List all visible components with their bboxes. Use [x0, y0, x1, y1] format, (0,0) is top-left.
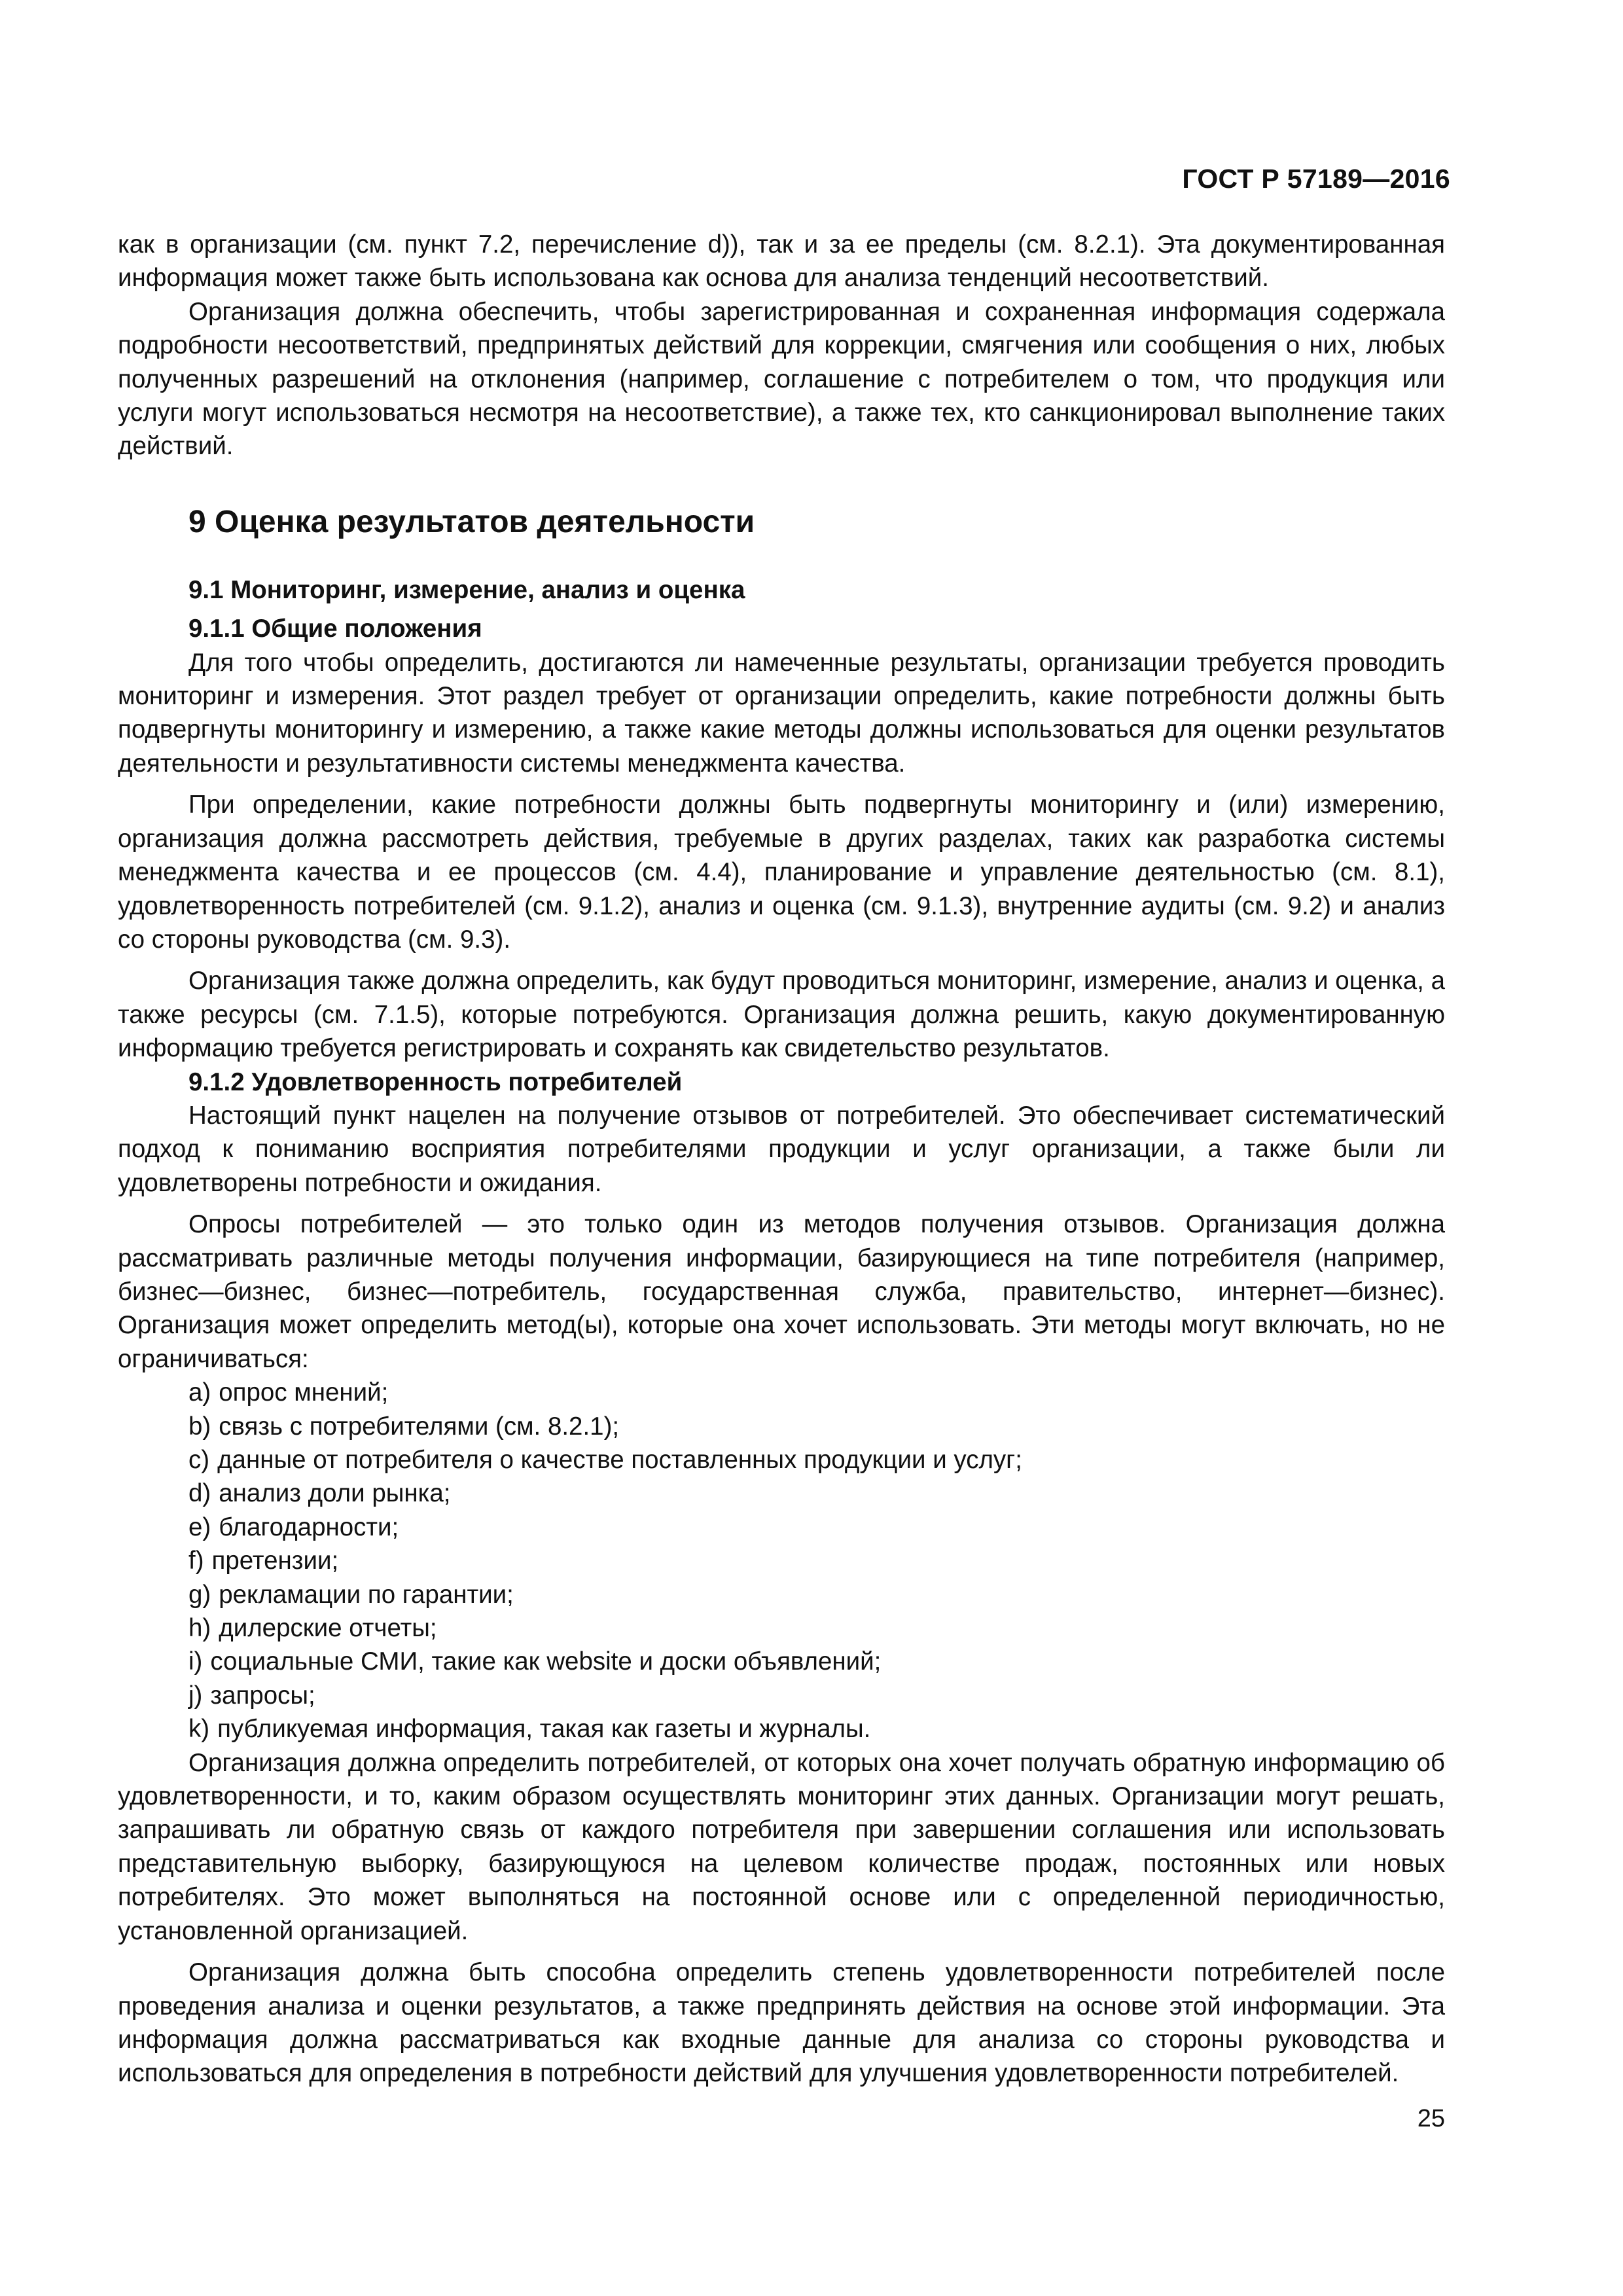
continuation-paragraph: как в организации (см. пункт 7.2, перечисление d)), так и за ее пределы (см. 8.2.1). Эта документированная информация может также быть использована как основа для анализа тенденций несоответствий. — [118, 230, 1445, 293]
body-paragraph: При определении, какие потребности должны быть подвергнуты мониторингу и (или) измерению, организация должна рассмотреть действия, требуемые в других разделах, таких как разработка системы менеджмента качества и ее процессов (см. 4.4), планирование и управление деятельностью (см. 8.1), удовлетворенность потребителей (см. 9.1.2), анализ и оценка (см. 9.1.3), внутренние аудиты (см. 9.2) и анализ со стороны руководства (см. 9.3). — [118, 791, 1445, 954]
list-item — [188, 1376, 1445, 1409]
list-item-text: социальные СМИ, такие как website и доски объявлений; — [210, 1647, 882, 1676]
list-item — [188, 1578, 1445, 1611]
list-item-text: опрос мнений; — [219, 1378, 389, 1407]
list-item-label: a) — [188, 1378, 211, 1407]
section-heading: 9 Оценка результатов деятельности — [188, 504, 755, 539]
list-item-text: публикуемая информация, такая как газеты и журналы. — [217, 1715, 871, 1744]
list-item-text: запросы; — [210, 1681, 315, 1710]
list-item — [188, 1712, 1445, 1746]
clause-heading: 9.1.1 Общие положения — [188, 615, 482, 643]
list-item-text: благодарности; — [219, 1513, 399, 1541]
list-item-text: данные от потребителя о качестве поставленных продукции и услуг; — [217, 1446, 1022, 1474]
clause-heading: 9.1.2 Удовлетворенность потребителей — [188, 1067, 683, 1096]
list-item — [188, 1443, 1445, 1477]
list-item-text: претензии; — [211, 1547, 339, 1575]
list-item — [188, 1410, 1445, 1443]
list-item — [188, 1679, 1445, 1712]
body-paragraph: Для того чтобы определить, достигаются ли намеченные результаты, организации требуется проводить мониторинг и измерения. Этот раздел требует от организации определить, какие потребности должны быть подвергнуты мониторингу и измерению, а также какие методы должны использоваться для оценки результатов деятельности и результативности системы менеджмента качества. — [118, 648, 1445, 778]
page-number: 25 — [1417, 2105, 1445, 2132]
list-item-text: связь с потребителями (см. 8.2.1); — [219, 1412, 620, 1441]
list-item — [188, 1611, 1445, 1645]
list-item — [188, 1645, 1445, 1678]
list-item-label: h) — [188, 1614, 211, 1643]
body-paragraph: Организация должна определить потребителей, от которых она хочет получать обратную информацию об удовлетворенности, и то, каким образом осуществлять мониторинг этих данных. Организации могут решать, запрашивать ли обратную связь от каждого потребителя при завершении соглашения или использовать представительную выборку, базирующуюся на целевом количестве продаж, постоянных или новых потребителях. Это может выполняться на постоянной основе или с определенной периодичностью, установленной организацией. — [118, 1748, 1445, 1945]
list-item-text: дилерские отчеты; — [219, 1614, 437, 1643]
document-standard-header: ГОСТ Р 57189—2016 — [1182, 164, 1450, 194]
list-item-label: k) — [188, 1715, 210, 1744]
list-item-label: d) — [188, 1479, 211, 1508]
list-item-label: g) — [188, 1580, 211, 1609]
list-item-label: j) — [188, 1681, 203, 1710]
body-paragraph: Организация также должна определить, как будут проводиться мониторинг, измерение, анализ и оценка, а также ресурсы (см. 7.1.5), которые потребуются. Организация должна решить, какую документированную информацию требуется регистрировать и сохранять как свидетельство результатов. — [118, 967, 1445, 1063]
list-item-label: f) — [188, 1547, 204, 1575]
feedback-methods-list — [118, 1376, 1445, 1746]
list-item — [188, 1544, 1445, 1577]
continuation-paragraph: Организация должна обеспечить, чтобы зарегистрированная и сохраненная информация содержала подробности несоответствий, предпринятых действий для коррекции, смягчения или сообщения о них, любых полученных разрешений на отклонения (например, соглашение с потребителем о том, что продукция или услуги могут использоваться несмотря на несоответствие), а также тех, кто санкционировал выполнение таких действий. — [118, 297, 1445, 461]
list-item-label: i) — [188, 1647, 203, 1676]
list-item-label: b) — [188, 1412, 211, 1441]
list-item-text: рекламации по гарантии; — [219, 1580, 514, 1609]
list-item-label: e) — [188, 1513, 211, 1541]
body-paragraph: Организация должна быть способна определить степень удовлетворенности потребителей после проведения анализа и оценки результатов, а также предпринять действия на основе этой информации. Эта информация должна рассматриваться как входные данные для анализа со стороны руководства и использоваться для определения в потребности действий для улучшения удовлетворенности потребителей. — [118, 1958, 1445, 2088]
list-item — [188, 1477, 1445, 1510]
list-item-text: анализ доли рынка; — [219, 1479, 451, 1508]
list-item — [188, 1511, 1445, 1544]
body-paragraph: Настоящий пункт нацелен на получение отзывов от потребителей. Это обеспечивает систематический подход к пониманию восприятия потребителями продукции и услуг организации, а также были ли удовлетворены потребности и ожидания. — [118, 1101, 1445, 1197]
body-paragraph: Опросы потребителей — это только один из методов получения отзывов. Организация должна рассматривать различные методы получения информации, базирующиеся на типе потребителя (например, бизнес—бизнес, бизнес—потребитель, государственная служба, правительство, интернет—бизнес). Организация может определить метод(ы), которые она хочет использовать. Эти методы могут включать, но не ограничиваться: — [118, 1210, 1445, 1373]
subsection-heading: 9.1 Мониторинг, измерение, анализ и оценка — [188, 575, 745, 604]
page-body — [118, 228, 1445, 2090]
list-item-label: c) — [188, 1446, 210, 1474]
